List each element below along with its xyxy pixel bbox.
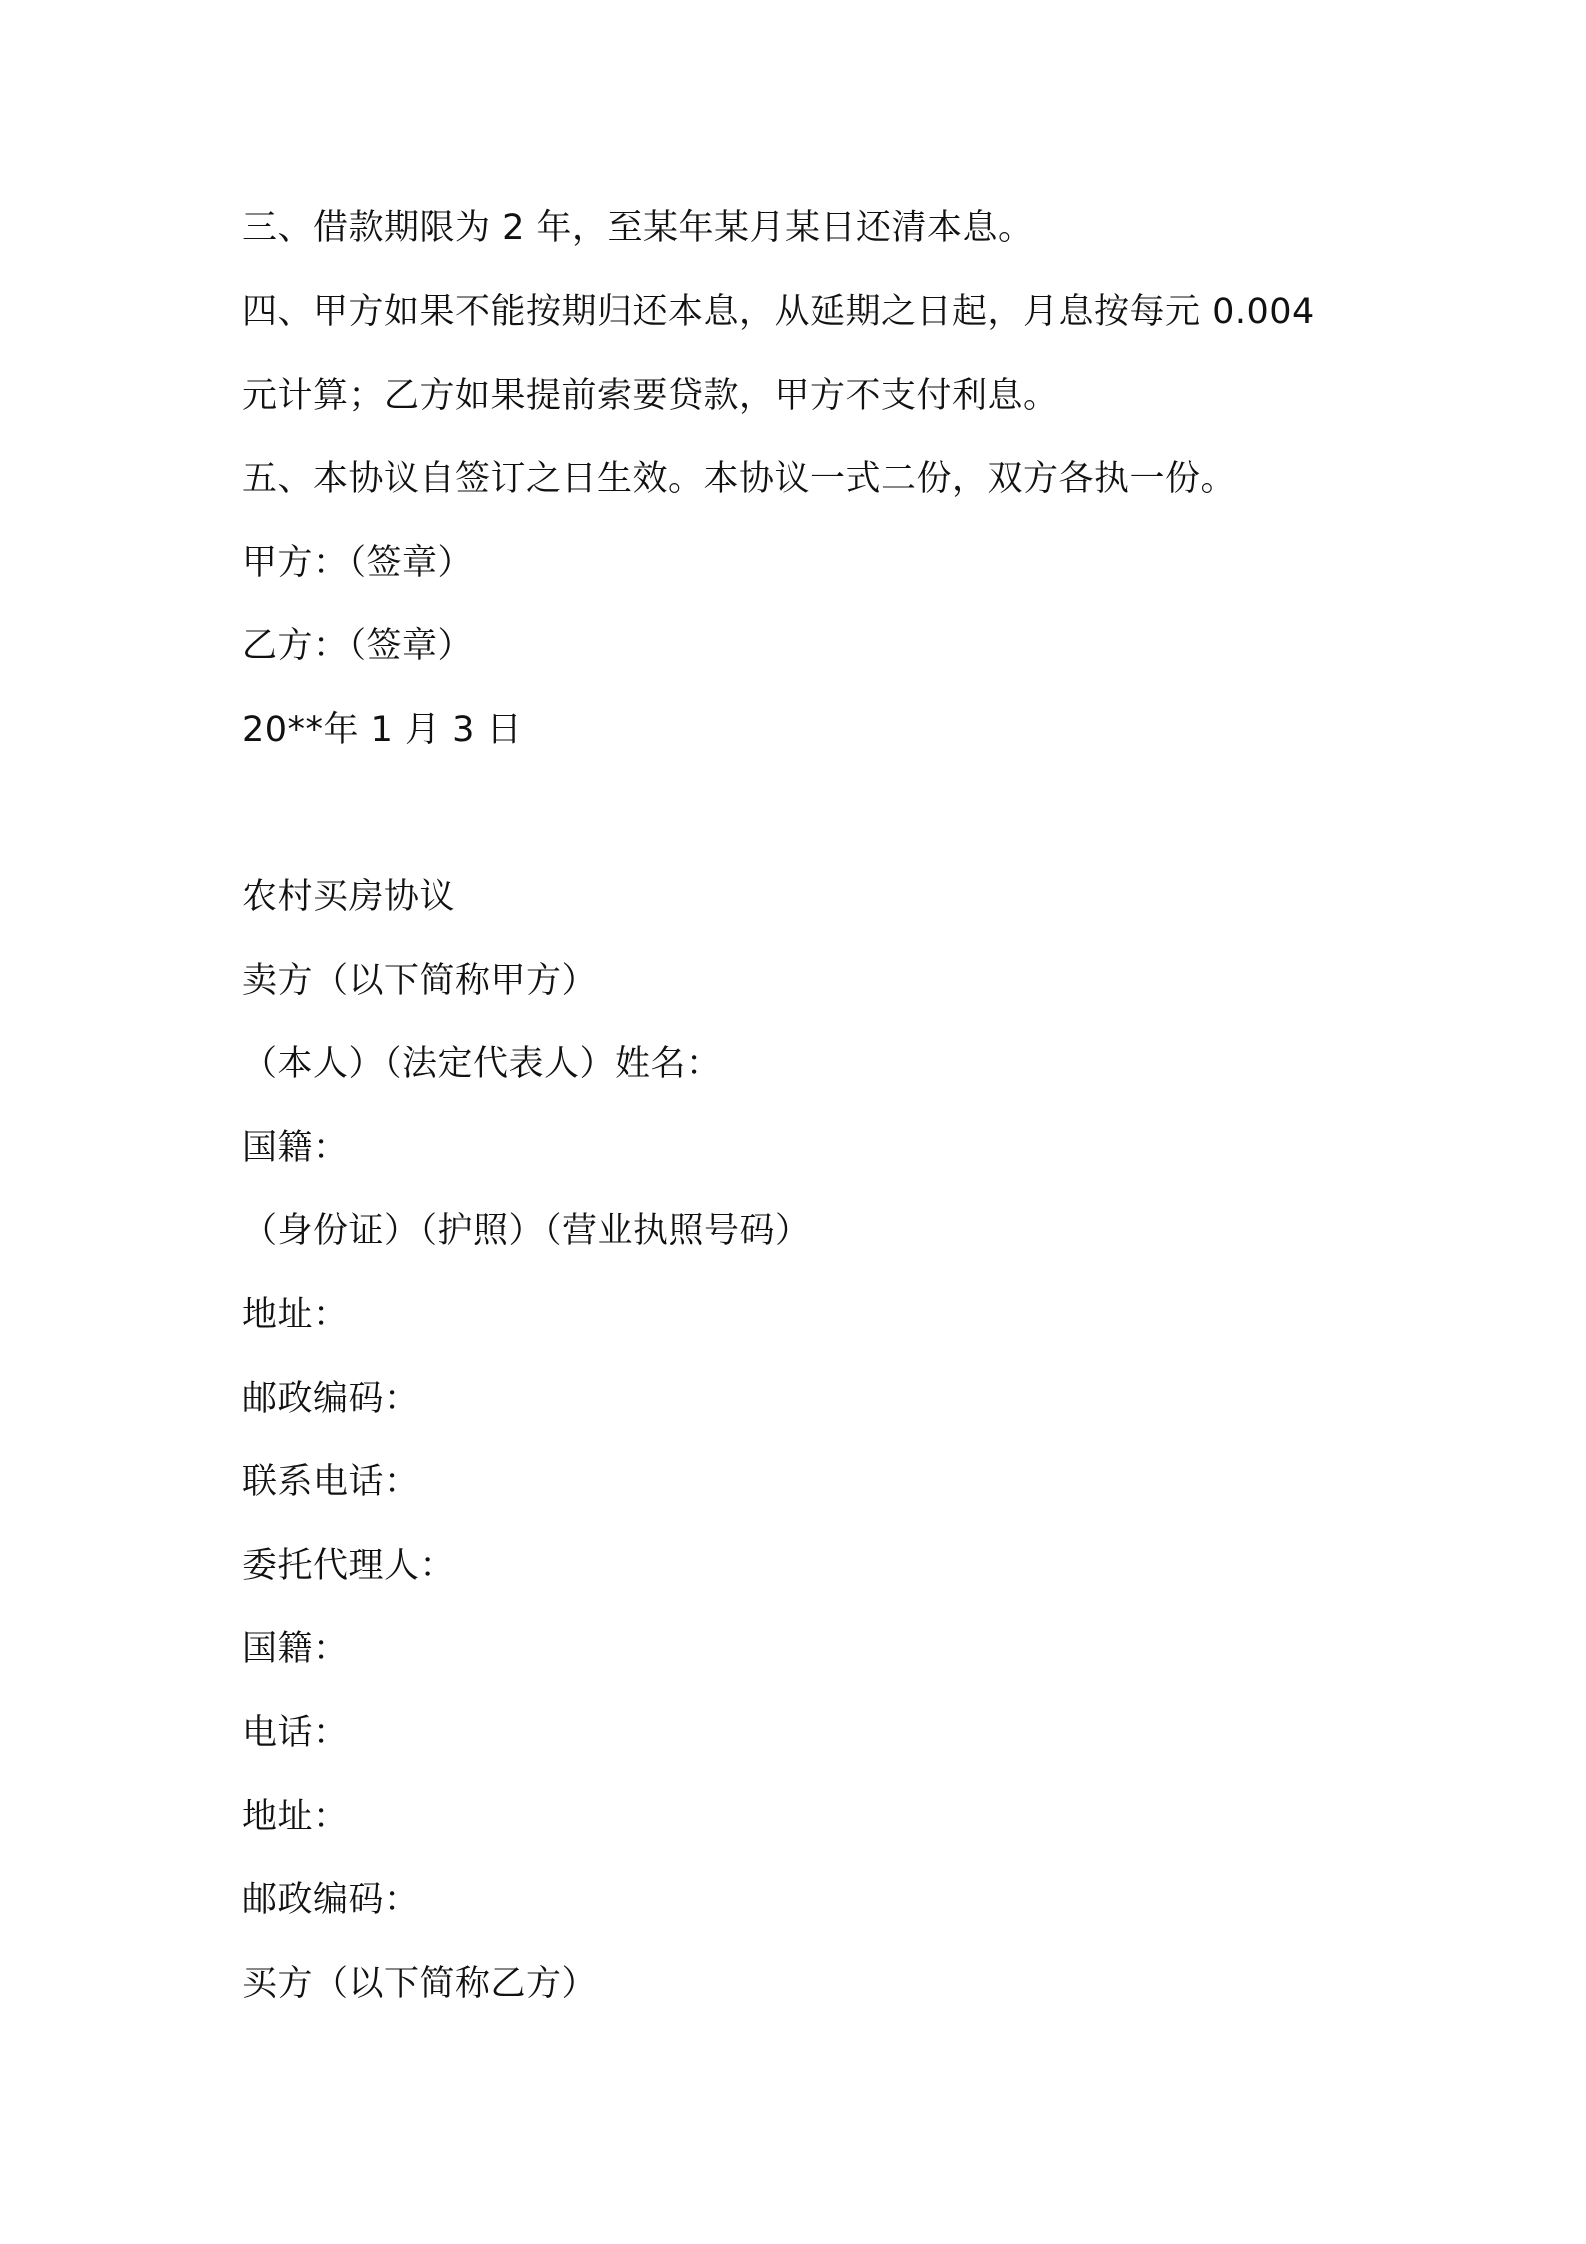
clause-four: 四、甲方如果不能按期归还本息，从延期之日起，月息按每元 0.004 bbox=[242, 292, 1315, 332]
signature-date: 20**年 1 月 3 日 bbox=[242, 710, 523, 750]
field-agent-postal-code: 邮政编码： bbox=[242, 1880, 420, 1920]
field-id-number: （身份证）（护照）（营业执照号码） bbox=[242, 1211, 811, 1251]
field-postal-code: 邮政编码： bbox=[242, 1379, 420, 1419]
field-agent-nationality: 国籍： bbox=[242, 1629, 349, 1669]
buyer-heading: 买方（以下简称乙方） bbox=[242, 1964, 598, 2004]
house-agreement-title: 农村买房协议 bbox=[242, 877, 456, 917]
clause-four-continued: 元计算；乙方如果提前索要贷款，甲方不支付利息。 bbox=[242, 376, 1059, 416]
field-agent-phone: 电话： bbox=[242, 1713, 349, 1753]
seller-heading: 卖方（以下简称甲方） bbox=[242, 961, 598, 1001]
field-nationality: 国籍： bbox=[242, 1128, 349, 1168]
field-agent-address: 地址： bbox=[242, 1797, 349, 1837]
field-seller-name: （本人）（法定代表人）姓名： bbox=[242, 1044, 722, 1084]
field-phone: 联系电话： bbox=[242, 1462, 420, 1502]
clause-five: 五、本协议自签订之日生效。本协议一式二份，双方各执一份。 bbox=[242, 459, 1237, 499]
field-address: 地址： bbox=[242, 1295, 349, 1335]
party-a-signature: 甲方：（签章） bbox=[242, 543, 474, 583]
party-b-signature: 乙方：（签章） bbox=[242, 626, 474, 666]
field-agent: 委托代理人： bbox=[242, 1546, 456, 1586]
clause-three: 三、借款期限为 2 年，至某年某月某日还清本息。 bbox=[242, 208, 1034, 248]
